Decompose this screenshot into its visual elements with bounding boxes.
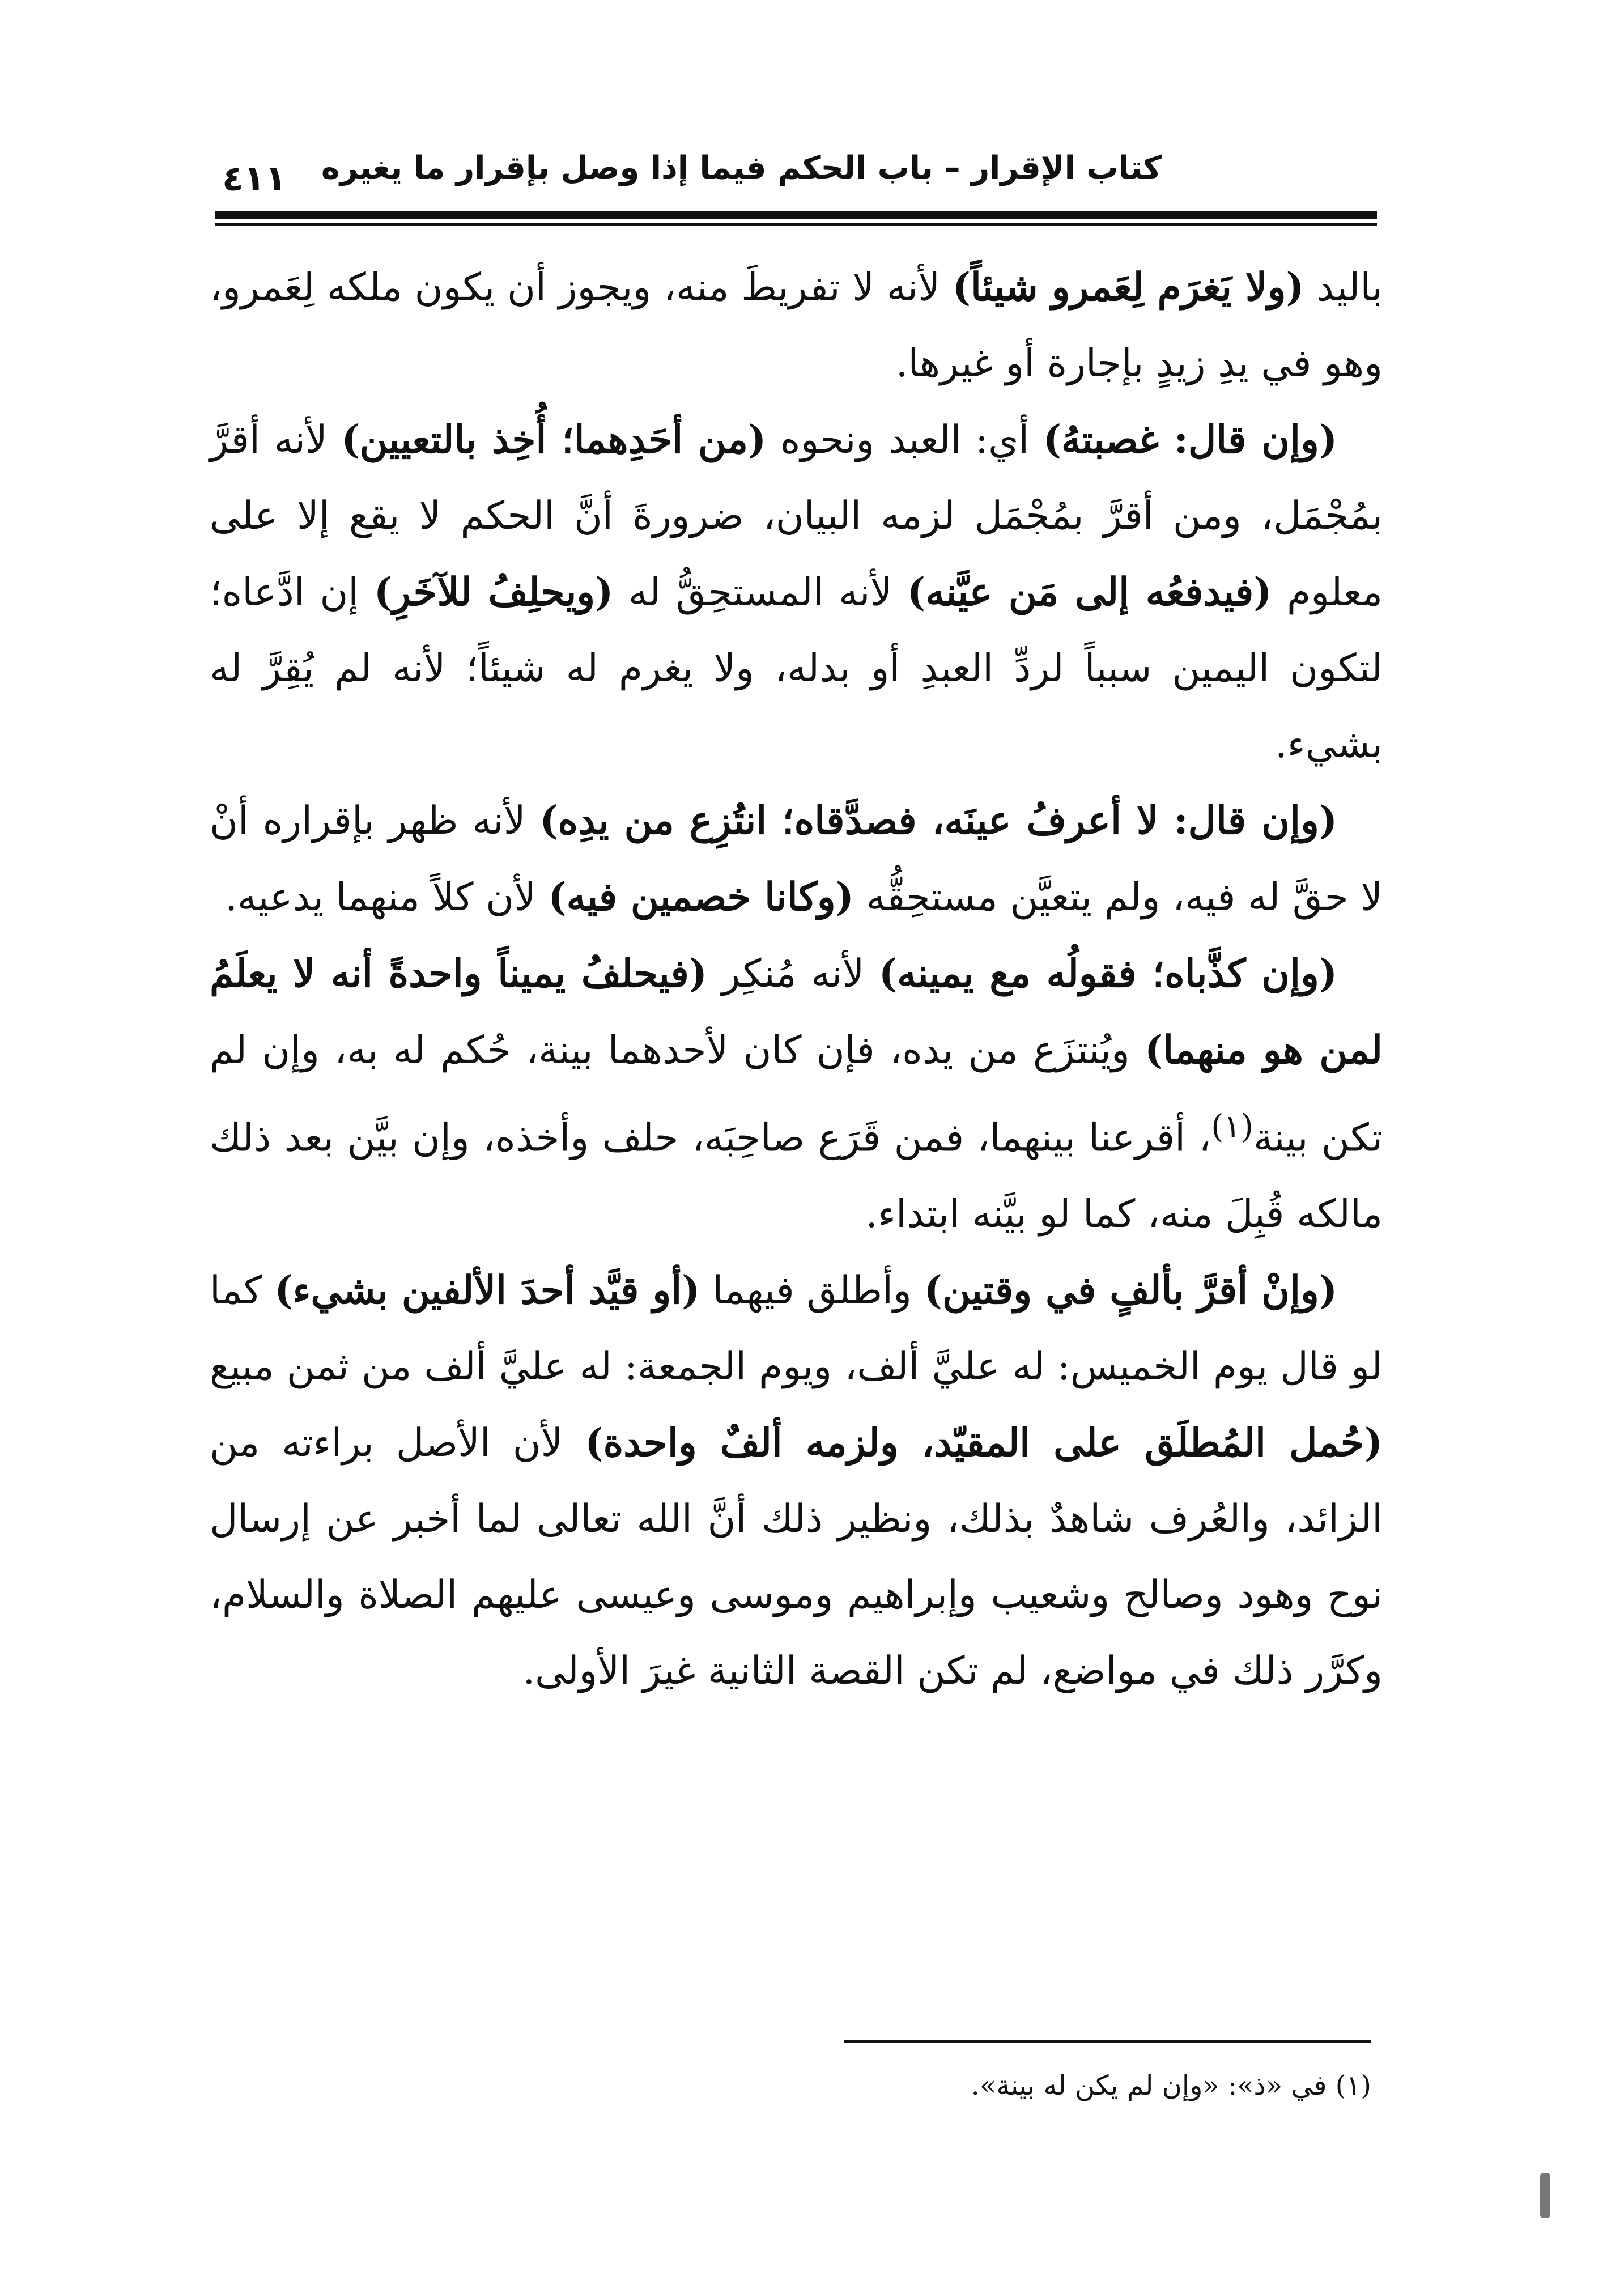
text-run: ، أقرعنا بينهما، فمن قَرَع صاحِبَه، حلف وأخذه، وإن بيَّن بعد ذلك مالكه قُبِلَ منه، كما لو بيَّنه ابتداء. bbox=[210, 1115, 1383, 1237]
matn-run: (ولا يَغرَم لِعَمرو شيئاً) bbox=[952, 265, 1304, 310]
paragraph bbox=[210, 1252, 1383, 1709]
paragraph bbox=[210, 783, 1383, 936]
running-header bbox=[215, 139, 1377, 207]
text-run: ويُنتزَع من يده، فإن كان لأحدهما بينة، حُكم له به، وإن لم تكن بينة bbox=[210, 1028, 1383, 1161]
text-run: لأنه المستحِقُّ له bbox=[613, 570, 907, 615]
matn-run: (وإن قال: غصبتهُ) bbox=[1043, 417, 1338, 462]
matn-run: (أو قيَّد أحدَ الألفين بشيء) bbox=[274, 1267, 700, 1313]
matn-run: (حُمل المُطلَق على المقيّد، ولزمه ألفٌ واحدة) bbox=[585, 1420, 1383, 1466]
text-run: لأنه مُنكِر bbox=[707, 952, 879, 996]
running-title: كتاب الإقرار – باب الحكم فيما إذا وصل بإقرار ما يغيره bbox=[321, 150, 1162, 186]
header-rule-thick bbox=[215, 211, 1377, 219]
footnote-separator bbox=[844, 2040, 1371, 2043]
matn-run: (وكانا خصمين فيه) bbox=[548, 874, 854, 920]
header-rule-thin bbox=[215, 223, 1377, 226]
matn-run: (ويحلِفُ للآخَرِ) bbox=[373, 570, 614, 615]
paragraph bbox=[210, 936, 1383, 1252]
text-run: وأطلق فيهما bbox=[700, 1268, 924, 1313]
page-number: ٤١١ bbox=[222, 158, 287, 199]
text-run: أي: العبد ونحوه bbox=[766, 418, 1043, 462]
text-run: كما لو قال يوم الخميس: له عليَّ ألف، ويوم الجمعة: له عليَّ ألف من ثمن مبيع bbox=[210, 1268, 1383, 1389]
scan-margin-mark bbox=[1540, 2173, 1550, 2218]
footnote: (١) في «ذ»: «وإن لم يكن له بينة». bbox=[971, 2070, 1371, 2101]
text-run: إن ادَّعاه؛ لتكون اليمين سبباً لردِّ العبدِ أو بدله، ولا يغرم له شيئاً؛ لأنه لم يُقِرَّ له بشيء. bbox=[210, 570, 1383, 767]
matn-run: (وإن كذَّباه؛ فقولُه مع يمينه) bbox=[878, 951, 1337, 996]
text-run: باليد bbox=[1304, 265, 1383, 310]
paragraph bbox=[210, 249, 1383, 402]
main-text bbox=[210, 249, 1383, 1709]
footnote-reference: (١) bbox=[1211, 1108, 1253, 1145]
matn-run: (فيدفعُه إلى مَن عيَّنه) bbox=[907, 570, 1272, 615]
matn-run: (وإن قال: لا أعرفُ عينَه، فصدَّقاه؛ انتُزِع من يدِه) bbox=[539, 798, 1337, 843]
text-run: لأنه أقرَّ بمُجْمَل، ومن أقرَّ بمُجْمَل لزمه البيان، ضرورةَ أنَّ الحكم لا يقع إلا على معلوم bbox=[210, 418, 1383, 615]
paragraph bbox=[210, 402, 1383, 783]
matn-run: (فيحلفُ يميناً واحدةً أنه لا يعلَمُ لمن هو منهما) bbox=[210, 951, 1383, 1073]
text-run: لأن الأصل براءته من الزائد، والعُرف شاهدٌ بذلك، ونظير ذلك أنَّ الله تعالى لما أخبر عن إرسال نوح وهود وصالح وشعيب وإبراهيم وموسى وعيسى عليهم الصلاة والسلام، وكرَّر ذلك في مواضع، لم تكن القصة الثانية غيرَ الأولى. bbox=[210, 1420, 1383, 1693]
text-run: لأنه ظهر بإقراره أنْ لا حقَّ له فيه، ولم يتعيَّن مستحِقُّه bbox=[210, 799, 1383, 920]
matn-run: (من أحَدِهما؛ أُخِذ بالتعيين) bbox=[341, 417, 767, 462]
text-run: لأنه لا تفريطَ منه، ويجوز أن يكون ملكه لِعَمرو، وهو في يدِ زيدٍ بإجارة أو غيرها. bbox=[210, 265, 1383, 386]
text-run: لأن كلاً منهما يدعيه. bbox=[225, 875, 549, 920]
matn-run: (وإنْ أقرَّ بألفٍ في وقتين) bbox=[924, 1267, 1338, 1313]
